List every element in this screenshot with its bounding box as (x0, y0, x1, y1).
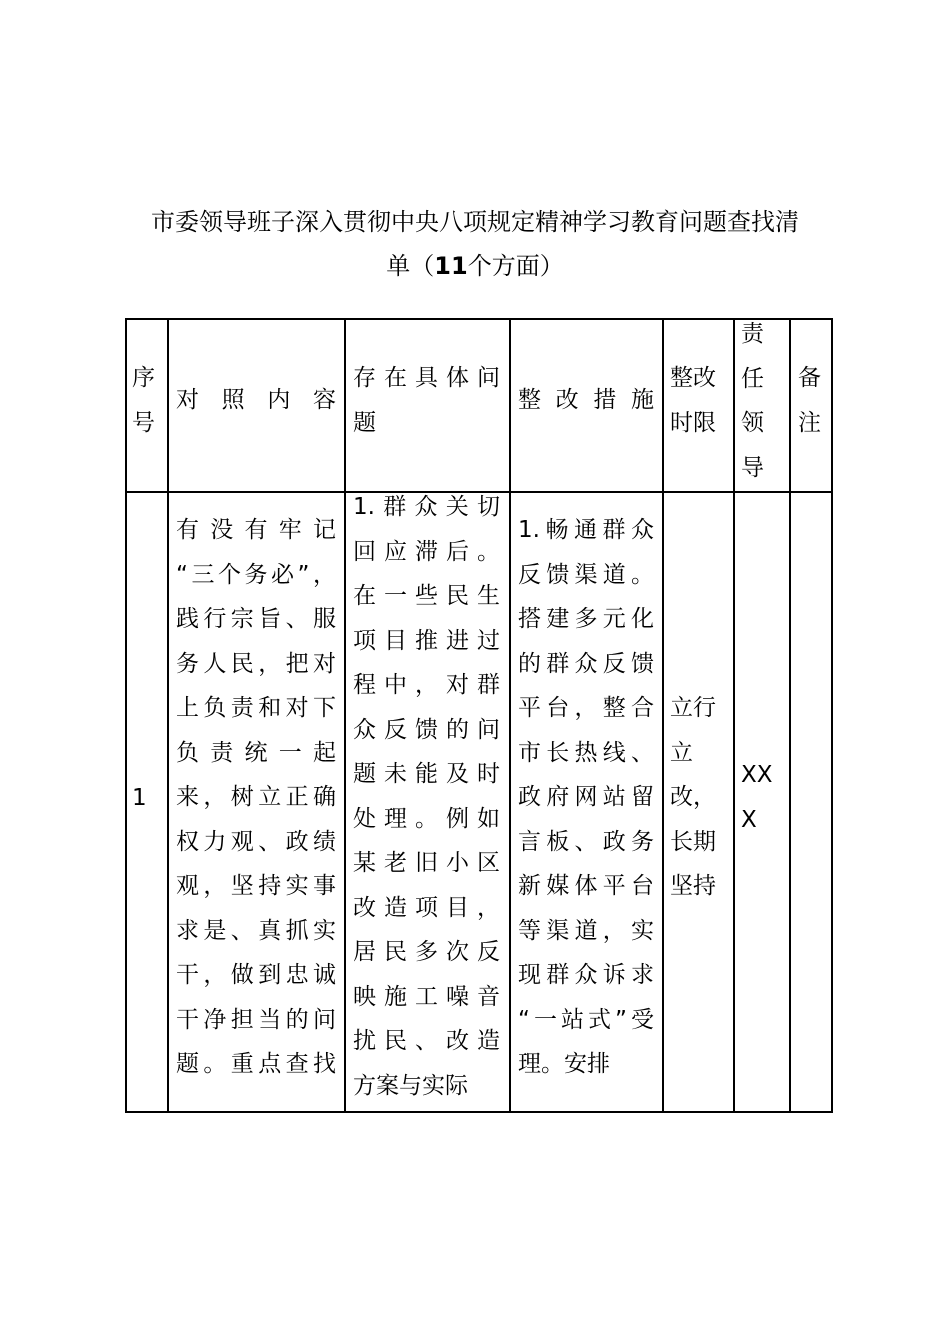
cell-line: XX (741, 762, 773, 788)
title-text: 个方面） (467, 252, 564, 280)
cell-line: 1 (132, 785, 147, 811)
cell-line: 反馈渠道。 (518, 561, 654, 588)
cell-line: 映施工噪音 (353, 983, 500, 1010)
cell-line: 整改措施 (518, 387, 654, 413)
cell-line: 导 (741, 454, 764, 481)
cell-line: 众反馈的问 (353, 716, 500, 743)
cell-line: 新媒体平台 (518, 873, 654, 899)
cell-line: 备 (798, 365, 821, 391)
cell-line: 题。重点查找 (176, 1051, 336, 1077)
cell-line: 政府网站留 (518, 784, 654, 810)
header-cell (741, 312, 781, 490)
cell-line: 处理。例如 (353, 805, 500, 832)
cell-line: 任 (741, 365, 764, 392)
cell-line: 号 (132, 409, 155, 436)
cell-line: 言板、政务 (518, 828, 654, 855)
cell-line: 搭建多元化 (518, 606, 654, 632)
table-cell (132, 776, 162, 821)
cell-line: 权力观、政绩 (176, 828, 336, 855)
table-border (733, 318, 735, 1113)
cell-line: 时限 (670, 409, 716, 436)
table-border (167, 318, 169, 1113)
cell-line: 项目推进过 (353, 627, 500, 654)
table-cell (176, 508, 336, 1087)
cell-line: 求是、真抓实 (176, 917, 336, 944)
header-cell (798, 356, 826, 445)
cell-line: 干净担当的问 (176, 1006, 336, 1033)
cell-line: 题 (353, 409, 376, 436)
cell-line: 理。安排 (518, 1051, 610, 1077)
table-border (509, 318, 511, 1113)
table-border (831, 318, 833, 1113)
cell-line: 1.群众关切 (353, 494, 500, 520)
cell-line: 方案与实际 (353, 1072, 468, 1099)
cell-line: X (741, 806, 757, 833)
cell-line: 领 (741, 410, 764, 436)
cell-line: 整改 (670, 365, 716, 391)
table-border (125, 318, 832, 320)
cell-line: 长期 (670, 828, 716, 855)
cell-line: 立行 (670, 695, 716, 721)
cell-line: 践行宗旨、服 (176, 606, 336, 632)
cell-line: 1.畅通群众 (518, 517, 654, 543)
cell-line: 责 (741, 321, 764, 347)
cell-line: 在一些民生 (353, 583, 500, 609)
cell-line: 市长热线、 (518, 739, 654, 766)
header-cell (670, 356, 726, 445)
cell-line: 注 (798, 409, 821, 436)
table-border (344, 318, 346, 1113)
cell-line: 平台，整合 (518, 695, 654, 721)
cell-line: 改， (670, 784, 716, 810)
cell-line: 来，树立正确 (176, 784, 336, 810)
cell-line: 务人民，把对 (176, 650, 336, 677)
cell-line: “一站式”受 (518, 1006, 654, 1033)
cell-line: 扰民、改造 (353, 1028, 500, 1054)
header-cell (132, 356, 162, 445)
title-number: 11 (434, 252, 468, 280)
header-cell (518, 378, 654, 423)
title-text: 单（ (386, 252, 435, 280)
table-cell (518, 508, 654, 1087)
cell-line: 居民多次反 (353, 939, 500, 965)
cell-line: 现群众诉求 (518, 962, 654, 988)
cell-line: 程中，对群 (353, 672, 500, 698)
header-cell (353, 356, 500, 445)
cell-line: 回应滞后。 (353, 538, 500, 565)
cell-line: 观，坚持实事 (176, 873, 336, 899)
header-cell (176, 378, 336, 423)
cell-line: 有没有牢记 (176, 517, 336, 543)
table-cell (741, 753, 781, 842)
table-border (662, 318, 664, 1113)
cell-line: 改造项目， (353, 894, 500, 921)
cell-line: 负责统一起 (176, 739, 336, 766)
cell-line: 存在具体问 (353, 365, 500, 391)
table-cell (670, 686, 726, 909)
table-border (789, 318, 791, 1113)
cell-line: 立 (670, 739, 693, 766)
cell-line: 题未能及时 (353, 761, 500, 787)
cell-line: “三个务必”， (176, 561, 336, 588)
cell-line: 等渠道，实 (518, 917, 654, 944)
table-border (125, 1111, 832, 1113)
cell-line: 坚持 (670, 873, 716, 899)
table-border (125, 318, 127, 1113)
cell-line: 的群众反馈 (518, 650, 654, 677)
cell-line: 某老旧小区 (353, 850, 500, 876)
cell-line: 对照内容 (176, 387, 336, 413)
document-title-line-2 (0, 246, 950, 281)
cell-line: 上负责和对下 (176, 695, 336, 721)
document-title-line-1: 市委领导班子深入贯彻中央八项规定精神学习教育问题查找清 (151, 208, 799, 236)
cell-line: 干，做到忠诚 (176, 962, 336, 988)
cell-line: 序 (132, 365, 155, 391)
table-cell (353, 485, 500, 1108)
